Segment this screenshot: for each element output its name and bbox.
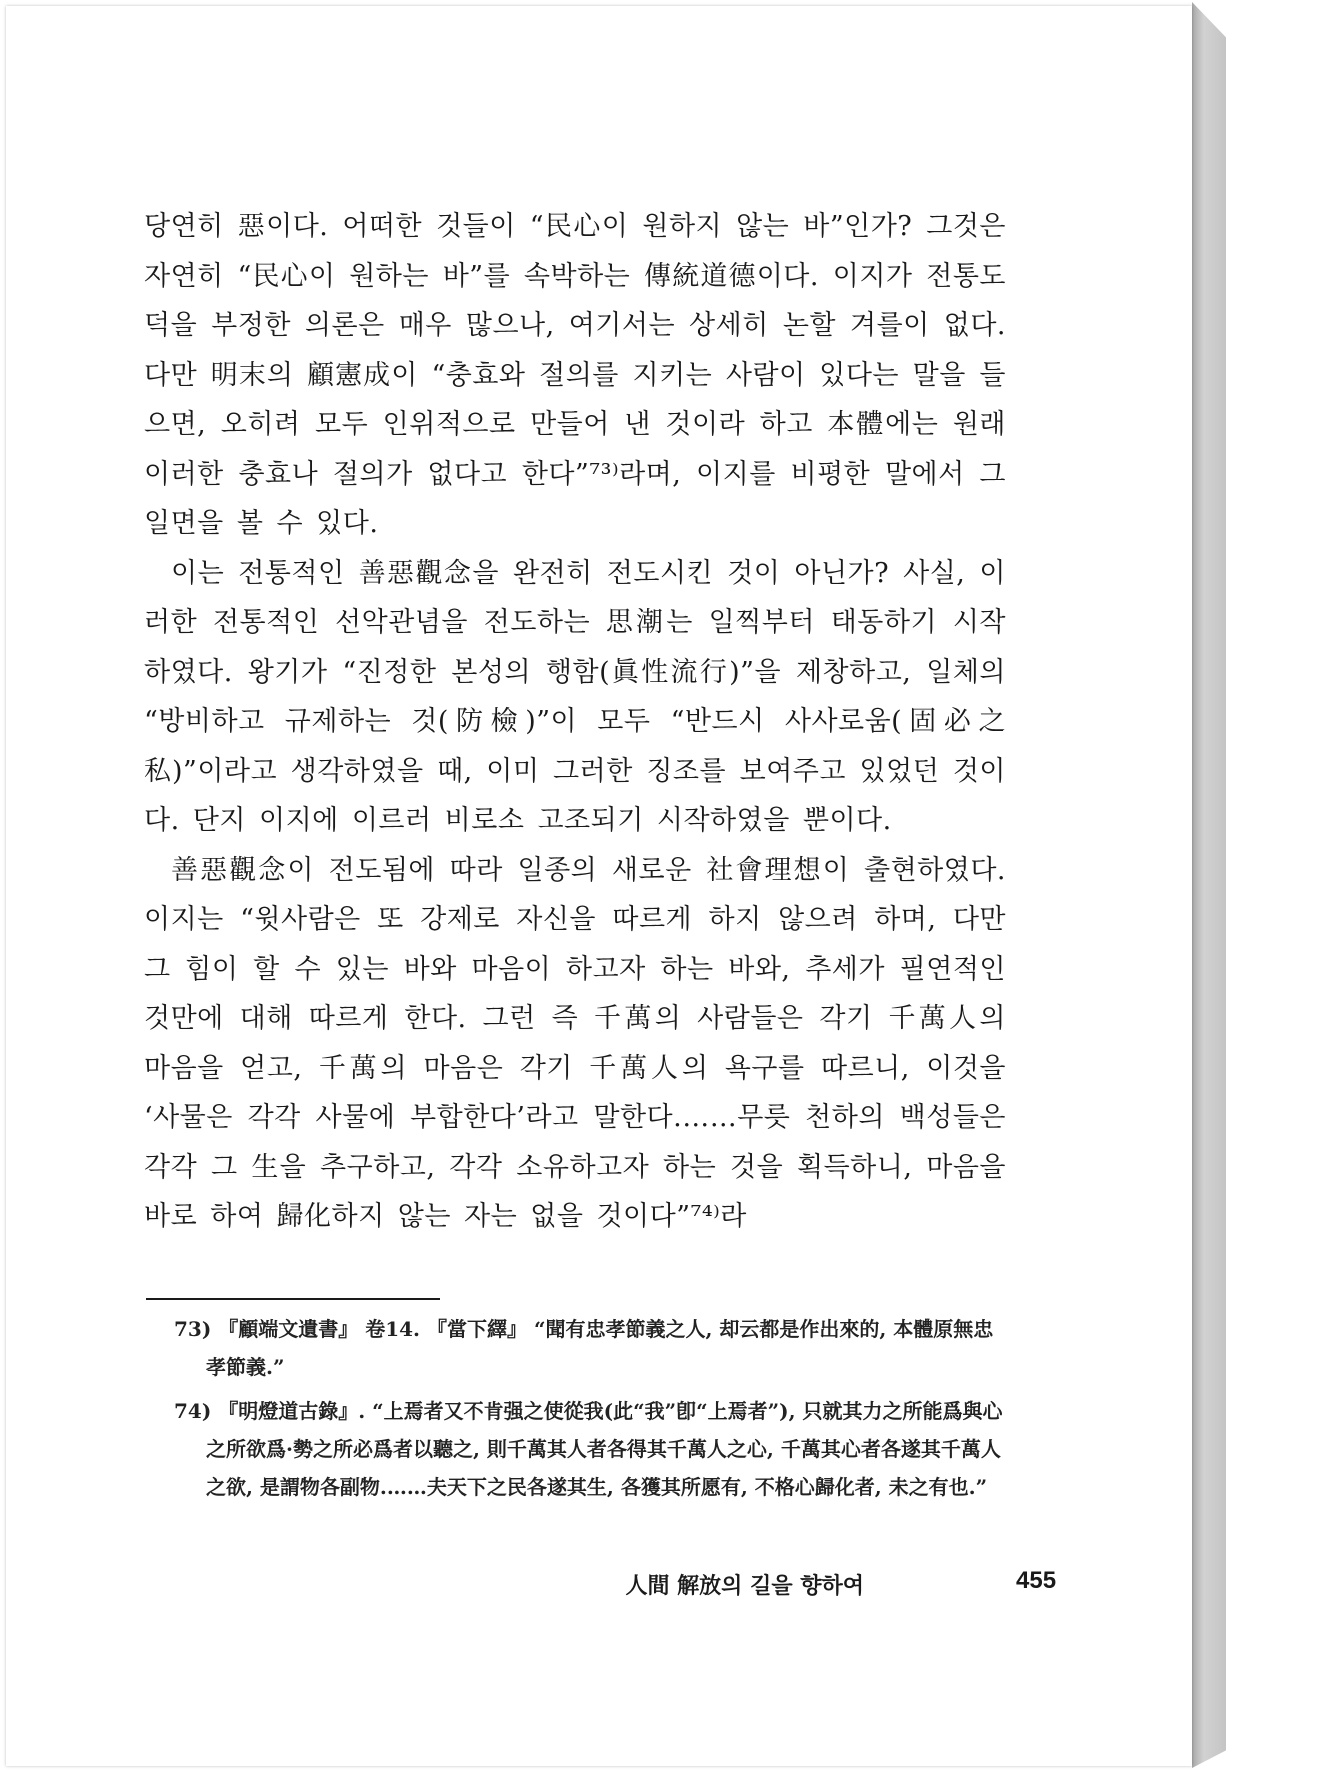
footnote-73: 73) 『顧端文遺書』 卷14. 『當下繹』 “聞有忠孝節義之人, 却云都是作出來的, 本體原無忠孝節義.” xyxy=(174,1317,994,1379)
footnotes xyxy=(174,1310,1008,1512)
footnote-separator xyxy=(146,1298,440,1300)
page-edge-shadow xyxy=(1192,2,1226,1768)
page-number: 455 xyxy=(1016,1567,1057,1594)
running-title: 人間 解放의 길을 향하여 xyxy=(625,1574,864,1599)
paragraph-3: 善惡觀念이 전도됨에 따라 일종의 새로운 社會理想이 출현하였다. 이지는 “윗사람은 또 강제로 자신을 따르게 하지 않으려 하며, 다만 그 힘이 할 수 있는 바와 마음이 하고자 하는 바와, 추세가 필연적인 것만에 대해 따르게 한다. 그런 즉 千萬의 사람들은 각기 千萬人의 마음을 얻고, 千萬의 마음은 각기 千萬人의 욕구를 따르니, 이것을 ‘사물은 각각 사물에 부합한다’라고 말한다.……무릇 천하의 백성들은 각각 그 生을 추구하고, 각각 소유하고자 하는 것을 획득하니, 마음을 바로 하여 歸化하지 않는 자는 없을 것이다”⁷⁴⁾라 xyxy=(144,854,1006,1232)
paragraph-1: 당연히 惡이다. 어떠한 것들이 “民心이 원하지 않는 바”인가? 그것은 자연히 “民心이 원하는 바”를 속박하는 傳統道德이다. 이지가 전통도덕을 부정한 의론은 매우 많으나, 여기서는 상세히 논할 겨를이 없다. 다만 明末의 顧憲成이 “충효와 절의를 지키는 사람이 있다는 말을 들으면, 오히려 모두 인위적으로 만들어 낸 것이라 하고 本體에는 원래 이러한 충효나 절의가 없다고 한다”⁷³⁾라며, 이지를 비평한 말에서 그 일면을 볼 수 있다. xyxy=(144,211,1006,539)
paragraph-2: 이는 전통적인 善惡觀念을 완전히 전도시킨 것이 아닌가? 사실, 이러한 전통적인 선악관념을 전도하는 思潮는 일찍부터 태동하기 시작하였다. 왕기가 “진정한 본성의 행함(眞性流行)”을 제창하고, 일체의 “방비하고 규제하는 것(防檢)”이 모두 “반드시 사사로움(固必之私)”이라고 생각하였을 때, 이미 그러한 징조를 보여주고 있었던 것이다. 단지 이지에 이르러 비로소 고조되기 시작하였을 뿐이다. xyxy=(144,557,1006,836)
book-page xyxy=(6,6,1192,1766)
footnote-74: 74) 『明燈道古錄』. “上焉者又不肯强之使從我(此“我”卽“上焉者”), 只就其力之所能爲與心之所欲爲·勢之所必爲者以聽之, 則千萬其人者各得其千萬人之心, 千萬其心者各遂其千萬人之欲, 是謂物各副物.……夫天下之民各遂其生, 各獲其所愿有, 不格心歸化者, 未之有也.” xyxy=(174,1399,1003,1499)
body-text xyxy=(144,202,1006,1242)
